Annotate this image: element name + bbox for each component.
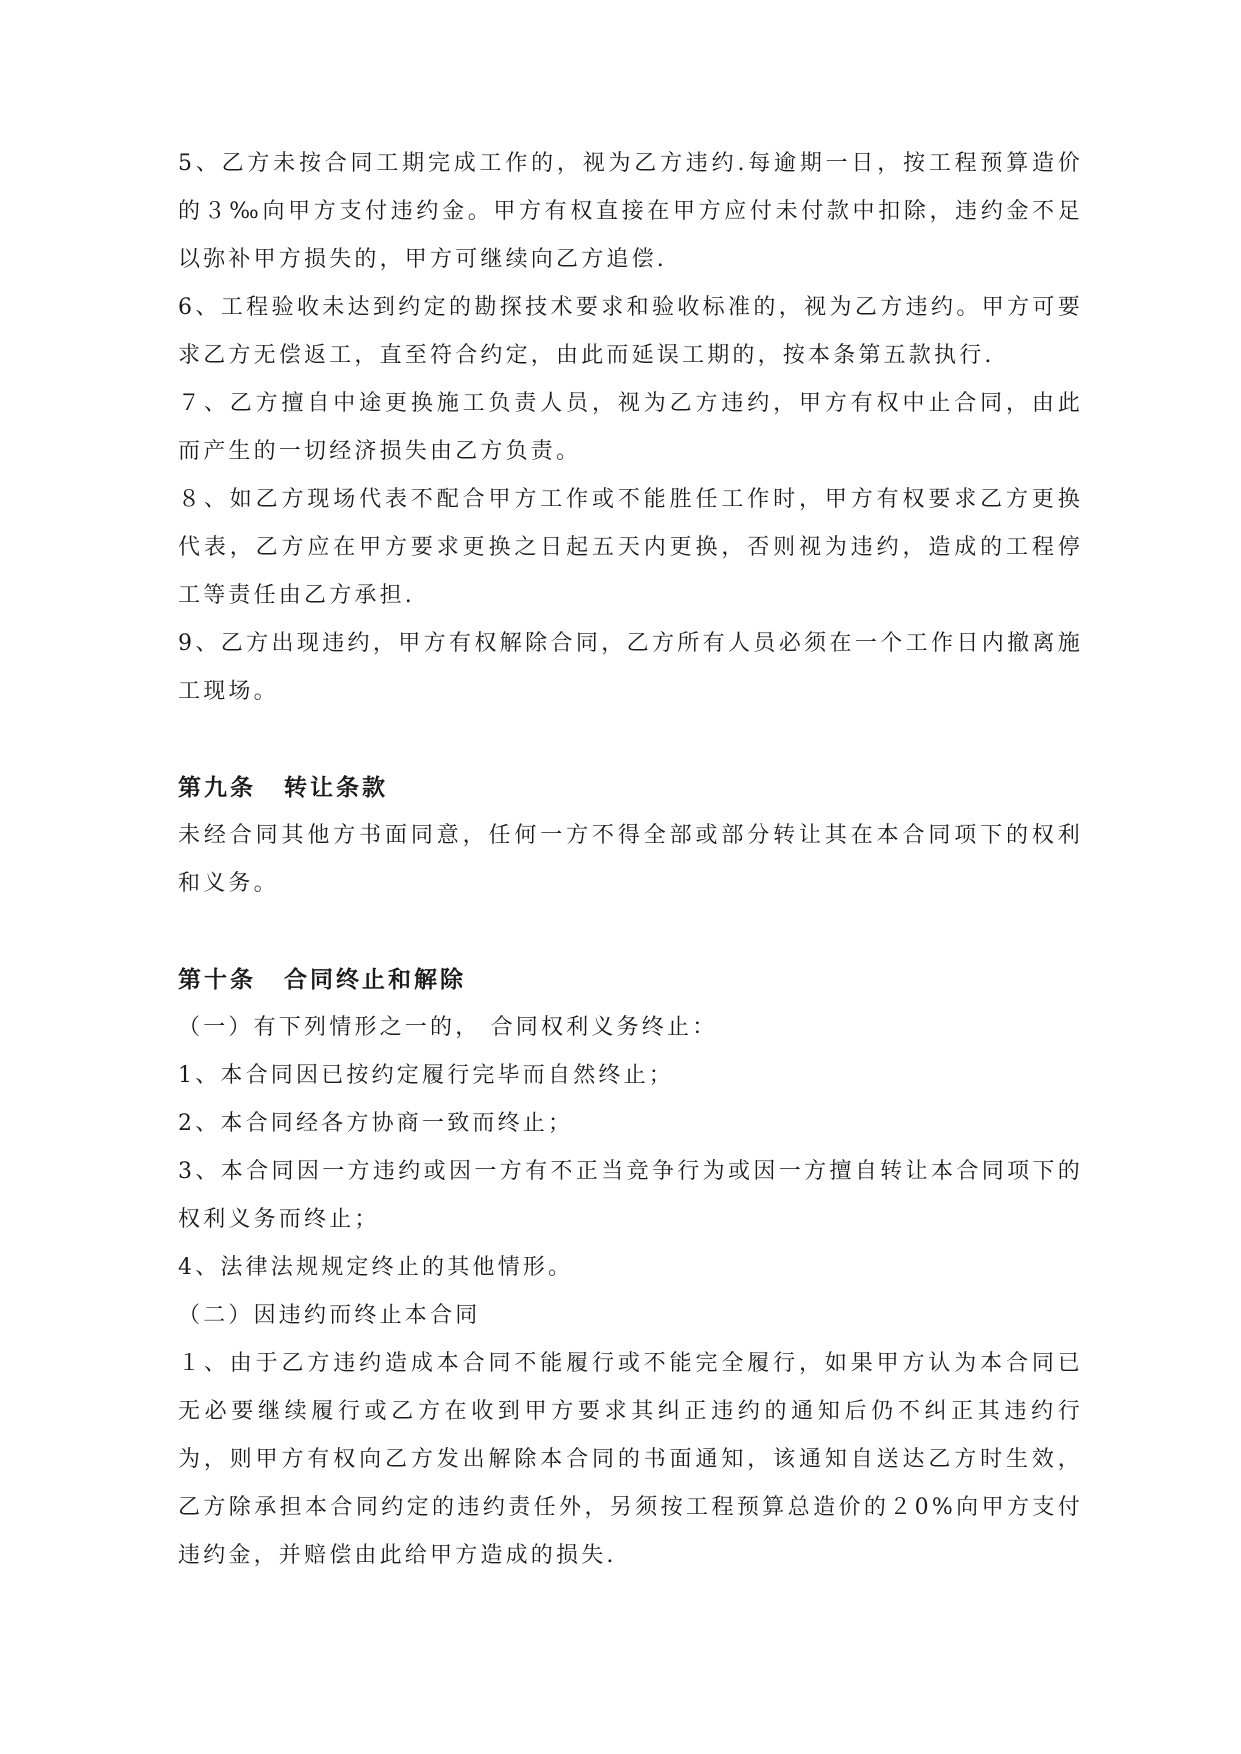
article-10-item-4: 4、法律法规规定终止的其他情形。 xyxy=(178,1255,574,1280)
article-10-breach-item-1: １、由于乙方违约造成本合同不能履行或不能完全履行，如果甲方认为本合同已无必要继续履行或乙方在收到甲方要求其纠正违约的通知后仍不纠正其违约行为，则甲方有权向乙方发出解除本合同的书面通知，该通知自送达乙方时生效，乙方除承担本合同约定的违约责任外，另须按工程预算总造价的２0%向甲方支付违约金，并赔偿由此给甲方造成的损失. xyxy=(178,1351,1083,1568)
article-10-number: 第十条 xyxy=(178,967,256,993)
clause-7: ７、乙方擅自中途更换施工负责人员，视为乙方违约，甲方有权中止合同，由此而产生的一切经济损失由乙方负责。 xyxy=(178,391,1083,464)
article-10-subsection-2: （二）因违约而终止本合同 xyxy=(178,1303,481,1328)
clause-6: 6、工程验收未达到约定的勘探技术要求和验收标准的，视为乙方违约。甲方可要求乙方无偿返工，直至符合约定，由此而延误工期的，按本条第五款执行. xyxy=(178,295,1083,368)
article-10-title: 合同终止和解除 xyxy=(284,967,466,993)
article-10-heading xyxy=(178,956,1083,1004)
clause-8: ８、如乙方现场代表不配合甲方工作或不能胜任工作时，甲方有权要求乙方更换代表，乙方应在甲方要求更换之日起五天内更换，否则视为违约，造成的工程停工等责任由乙方承担. xyxy=(178,487,1083,608)
article-9-heading xyxy=(178,764,1083,812)
article-10-subsection-1: （一）有下列情形之一的， 合同权利义务终止： xyxy=(178,1015,718,1040)
article-10-section xyxy=(178,956,1083,1580)
clause-9: 9、乙方出现违约，甲方有权解除合同，乙方所有人员必须在一个工作日内撤离施工现场。 xyxy=(178,631,1083,704)
article-9-title: 转让条款 xyxy=(284,775,388,801)
article-9-number: 第九条 xyxy=(178,775,256,801)
article-9-section xyxy=(178,764,1083,908)
document-page xyxy=(178,140,1083,1580)
article-9-body: 未经合同其他方书面同意，任何一方不得全部或部分转让其在本合同项下的权利和义务。 xyxy=(178,823,1083,896)
article-10-item-2: 2、本合同经各方协商一致而终止； xyxy=(178,1111,574,1136)
clause-5: 5、乙方未按合同工期完成工作的，视为乙方违约.每逾期一日，按工程预算造价的３‰向甲方支付违约金。甲方有权直接在甲方应付未付款中扣除，违约金不足以弥补甲方损失的，甲方可继续向乙方追偿. xyxy=(178,151,1083,272)
article-10-item-3: 3、本合同因一方违约或因一方有不正当竞争行为或因一方擅自转让本合同项下的权利义务而终止； xyxy=(178,1159,1083,1232)
article-10-item-1: 1、本合同因已按约定履行完毕而自然终止； xyxy=(178,1063,674,1088)
